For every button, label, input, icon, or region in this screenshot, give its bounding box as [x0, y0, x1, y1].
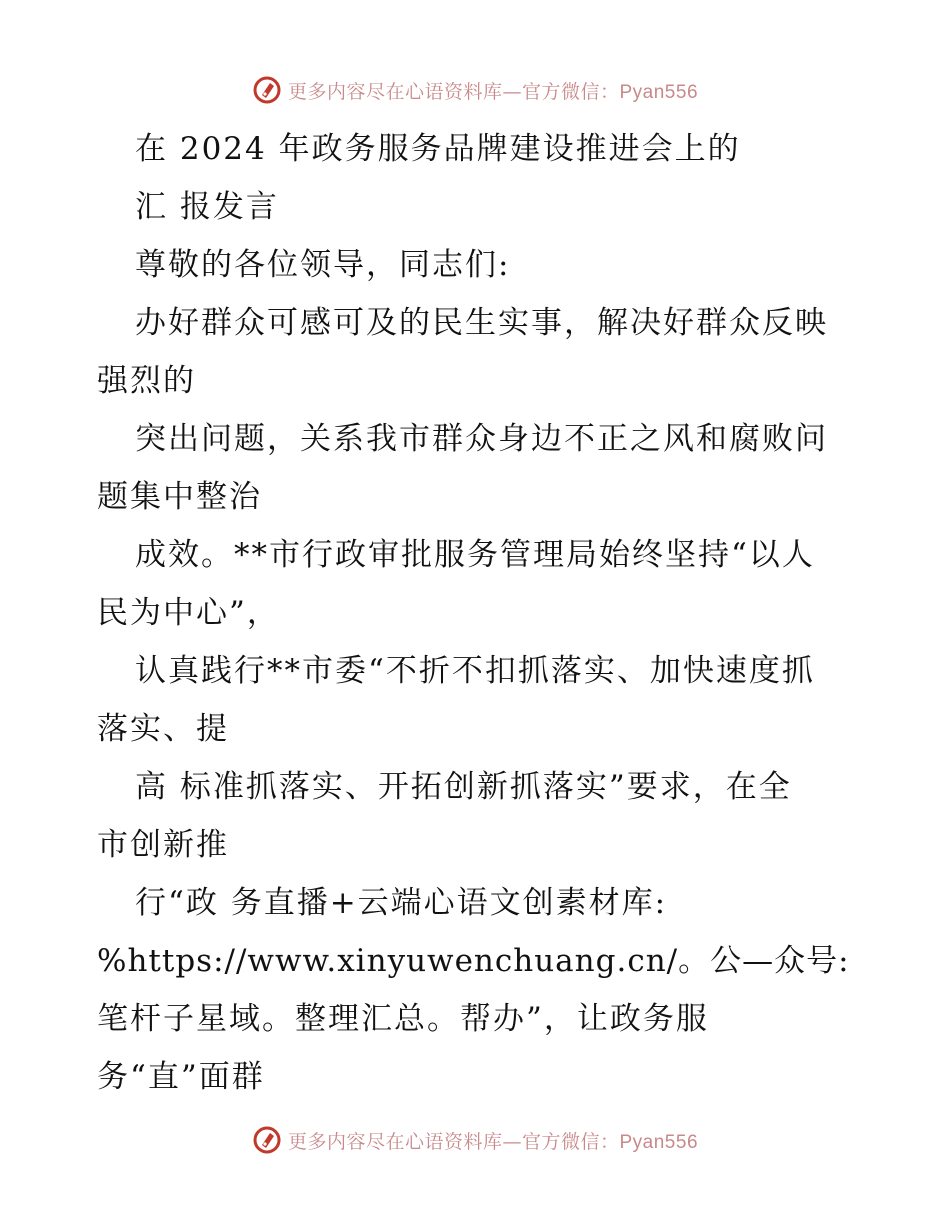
watermark-text: 更多内容尽在心语资料库—官方微信：Pyan556 [287, 80, 699, 103]
pen-nib-logo-icon [252, 1125, 282, 1155]
text-line: 高 标准抓落实、开拓创新抓落实”要求，在全 [135, 769, 792, 805]
text-line: 市创新推 [97, 827, 229, 863]
text-line-url: %https://www.xinyuwenchuang.cn/。公—众号: [97, 943, 850, 979]
text-line: 认真践行**市委“不折不扣抓落实、加快速度抓 [135, 653, 815, 689]
text-line: 行“政 务直播+云端心语文创素材库: [135, 885, 668, 921]
text-line: 尊敬的各位领导，同志们: [135, 247, 511, 283]
text-line: 办好群众可感可及的民生实事，解决好群众反映 [135, 305, 828, 341]
text-line: 题集中整治 [97, 479, 262, 515]
watermark-wechat-id: Pyan556 [619, 1131, 699, 1153]
text-line: 务“直”面群 [97, 1059, 265, 1095]
watermark-banner-top [0, 70, 950, 110]
text-line: 汇 报发言 [135, 189, 279, 225]
text-line: 突出问题，关系我市群众身边不正之风和腐败问 [135, 421, 828, 457]
text-line: 成效。**市行政审批服务管理局始终坚持“以人 [135, 537, 815, 573]
pen-nib-logo-icon [252, 75, 282, 105]
text-line: 在 2024 年政务服务品牌建设推进会上的 [135, 131, 741, 167]
watermark-text: 更多内容尽在心语资料库—官方微信：Pyan556 [287, 1130, 699, 1153]
text-line: 民为中心”， [97, 595, 280, 631]
text-line: 落实、提 [97, 711, 229, 747]
watermark-wechat-id: Pyan556 [619, 81, 699, 103]
text-line: 强烈的 [97, 363, 196, 399]
text-line: 笔杆子星域。整理汇总。帮办”，让政务服 [97, 1001, 709, 1037]
watermark-banner-bottom [0, 1120, 950, 1160]
